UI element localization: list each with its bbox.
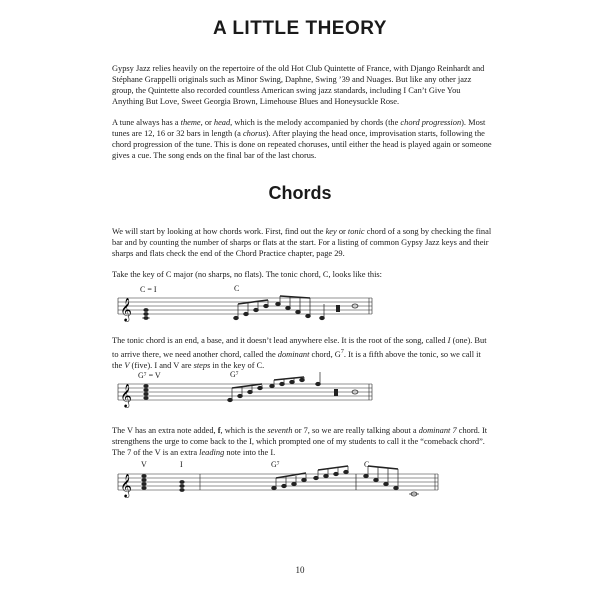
ex1-chord-label: C = I [140,285,157,294]
ex1-arpeggio-label: C [234,284,240,293]
music-example-1 [112,282,492,328]
chords-paragraph-1: We will start by looking at how chords work. First, find out the key or tonic chord of a song by checking the final bar and by counting the number of sharps or flats at the start. For a listing of common Gypsy Jazz keys and their sharps and flats check the end of the Chord Practice chapter, page 29. [112,227,492,258]
ex3-label-c: C [364,460,370,469]
ex3-arpeggio-notes [272,466,419,496]
treble-clef-icon: 𝄞 [120,383,132,407]
chords-paragraph-4: The V has an extra note added, f, which is the seventh or 7, so we are really talking about a dominant 7 chord. It strengthens the urge to come back to the I, which prompted one of my students to call it the “comeback chord”. The 7 of the V is an extra leading note into the I. [112,426,488,457]
chords-heading: Chords [268,183,332,203]
music-example-2 [112,368,492,414]
treble-clef-icon: 𝄞 [120,473,132,497]
ex2-arpeggio-label: G⁷ [230,370,239,379]
ex2-arpeggio-notes [228,372,358,402]
music-example-3 [112,458,492,504]
ex3-chord-notes [141,474,184,492]
page-title: A LITTLE THEORY [213,18,387,39]
ex2-chord-label: G⁷ = V [138,371,161,380]
chords-paragraph-3: The tonic chord is an end, a base, and it doesn’t lead anywhere else. It is the root of the song, called I (one). But to arrive there, we need another chord, called the dominant chord, $G^7$. It is a fifth above the tonic, so we call it the V (five). I and V are steps in the key of C. [112,336,487,370]
ex3-label-g7: G⁷ [271,460,280,469]
ex1-arpeggio-notes [234,296,358,320]
ex1-staff [118,298,372,314]
intro-paragraph-1: Gypsy Jazz relies heavily on the repertoire of the old Hot Club Quintette of France, with Django Reinhardt and Stéphane Grappelli originals such as Minor Swing, Daphne, Swing ’39 and Nuages. But like any other jazz group, the Quintette also recorded countless American swing jazz standards, including I Can’t Give You Anything But Love, Sweet Georgia Brown, Limehouse Blues and Honeysuckle Rose. [112,64,485,106]
treble-clef-icon: 𝄞 [120,297,132,321]
ex3-label-i: I [180,460,183,469]
ex3-staff [118,474,438,490]
intro-paragraph-2: A tune always has a theme, or head, which is the melody accompanied by chords (the chord progression). Most tunes are 12, 16 or 32 bars in length (a chorus). After playing the head once, improvisation starts, following the chord progression of the tune. This is done on repeated choruses, until either the head is played again or someone gives a cue. The song ends on the final bar of the last chorus. [112,118,492,160]
chords-paragraph-2: Take the key of C major (no sharps, no flats). The tonic chord, C, looks like this: [112,270,382,279]
page-number: 10 [295,565,305,575]
ex3-label-v: V [141,460,147,469]
